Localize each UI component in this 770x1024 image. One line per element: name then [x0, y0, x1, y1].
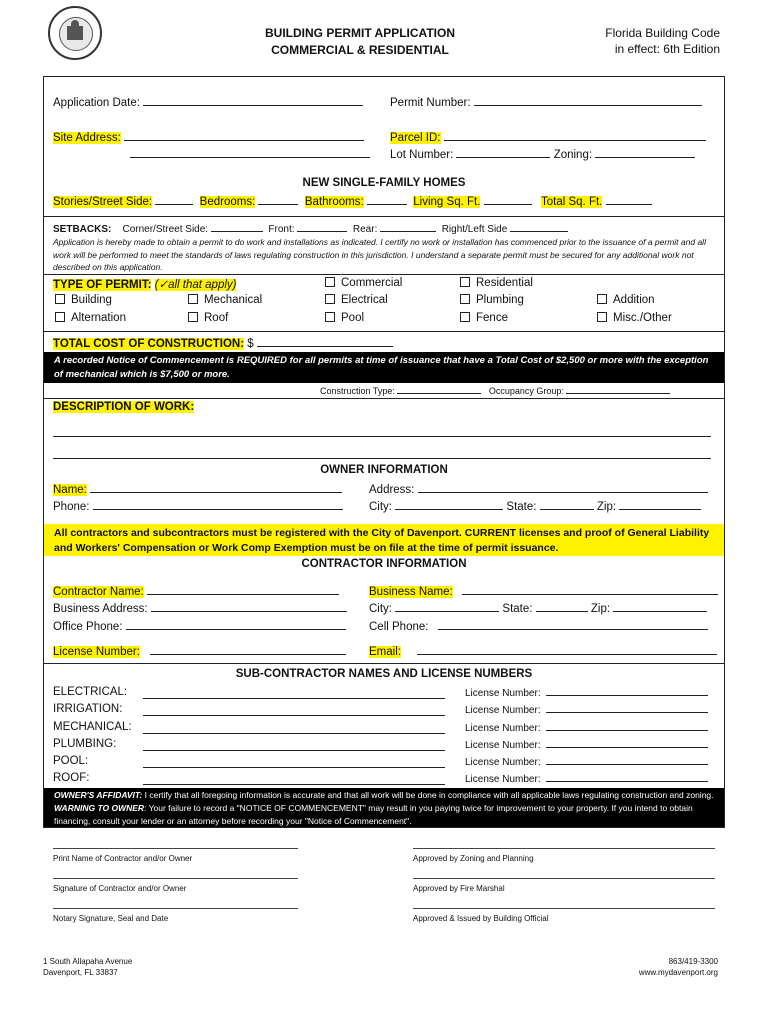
subcontractor-pool: POOL:: [53, 755, 89, 767]
contractor-state-field[interactable]: [536, 601, 588, 612]
cell-phone-row[interactable]: [369, 619, 708, 633]
single-family-heading: NEW SINGLE-FAMILY HOMES: [302, 177, 466, 189]
parcel-id-row[interactable]: [390, 130, 706, 144]
living-sqft-field[interactable]: [484, 194, 532, 205]
checkbox-icon[interactable]: [460, 294, 470, 304]
permit-number-field[interactable]: [474, 95, 702, 106]
checkbox-icon[interactable]: [325, 294, 335, 304]
business-name-row[interactable]: [369, 584, 718, 598]
permit-option-electrical[interactable]: Electrical: [325, 294, 388, 306]
contractor-city-label: City:: [369, 603, 392, 615]
subcontractor-name-field[interactable]: [143, 784, 445, 785]
divider: [43, 216, 725, 217]
building-approval-label: Approved & Issued by Building Official: [413, 914, 549, 923]
checkbox-icon[interactable]: [460, 312, 470, 322]
business-address-row[interactable]: [53, 601, 347, 615]
setbacks-row[interactable]: [53, 221, 568, 235]
lot-number-field[interactable]: [456, 147, 550, 158]
checkbox-icon[interactable]: [460, 277, 470, 287]
code-edition-1: Florida Building Code: [605, 26, 720, 40]
front-label: Front:: [268, 224, 295, 235]
email-row[interactable]: [369, 644, 717, 658]
owner-name-field[interactable]: [90, 482, 342, 493]
description-line-2[interactable]: [53, 458, 711, 459]
subcontractor-irrigation: IRRIGATION:: [53, 703, 123, 715]
total-cost-field[interactable]: [257, 336, 393, 347]
bathrooms-label: Bathrooms:: [304, 196, 364, 208]
owner-zip-label: Zip:: [596, 501, 617, 513]
owners-affidavit: OWNER'S AFFIDAVIT: I certify that all foregoing information is accurate and that all work will be done in compliance with all applicable laws regulating construction and zoning. WARNING TO OWNER: Your failure to record a "NOTICE OF COMMENCEMENT" may result in you paying twice for improvement to your property. If you intend to obtain financing, consult your lender or an attorney before recording your "Notice of Commencement".: [44, 788, 724, 827]
footer-phone: 863/419-3300: [668, 957, 718, 966]
license-number-field[interactable]: [150, 644, 346, 655]
checkbox-icon[interactable]: [325, 277, 335, 287]
email-field[interactable]: [417, 644, 717, 655]
checkbox-icon[interactable]: [597, 312, 607, 322]
business-address-label: Business Address:: [53, 603, 148, 615]
description-label: DESCRIPTION OF WORK:: [53, 401, 195, 413]
owner-phone-field[interactable]: [93, 499, 343, 510]
owner-state-field[interactable]: [540, 499, 594, 510]
contractor-registration-notice: All contractors and subcontractors must be registered with the City of Davenport. CURRENT licenses and proof of General Liability and Workers' Compensation or Work Comp Exemption must be on file at the time of permit issuance.: [44, 524, 724, 556]
owner-address-label: Address:: [369, 484, 415, 496]
site-address-row2[interactable]: [130, 147, 370, 161]
owner-name-row[interactable]: [53, 482, 342, 496]
subcontractor-electrical: ELECTRICAL:: [53, 686, 128, 698]
living-sqft-label: Living Sq. Ft.: [413, 196, 481, 208]
subcontractor-name-field[interactable]: [143, 698, 445, 699]
lot-zoning-row[interactable]: [390, 147, 695, 161]
permit-option-pool[interactable]: Pool: [325, 312, 364, 324]
construction-type-row[interactable]: [320, 385, 670, 396]
stories-label: Stories/Street Side:: [53, 196, 153, 208]
permit-number-row[interactable]: [390, 95, 702, 109]
footer-address-1: 1 South Allapaha Avenue: [43, 957, 133, 966]
owner-zip-field[interactable]: [619, 499, 701, 510]
site-address-row[interactable]: [53, 130, 364, 144]
footer-website[interactable]: www.mydavenport.org: [638, 968, 718, 977]
bedrooms-field[interactable]: [258, 194, 298, 205]
permit-option-building[interactable]: Building: [55, 294, 112, 306]
contractor-heading: CONTRACTOR INFORMATION: [301, 558, 467, 570]
divider: [43, 398, 725, 399]
site-address-field-2[interactable]: [130, 147, 370, 158]
permit-option-commercial[interactable]: Commercial: [325, 277, 402, 289]
subcontractor-roof: ROOF:: [53, 772, 90, 784]
zoning-field[interactable]: [595, 147, 695, 158]
permit-option-alternation[interactable]: Alternation: [55, 312, 126, 324]
checkbox-icon[interactable]: [325, 312, 335, 322]
application-date-row[interactable]: [53, 95, 363, 109]
parcel-id-label: Parcel ID:: [390, 132, 441, 144]
rear-label: Rear:: [352, 224, 378, 235]
checkbox-icon[interactable]: [55, 294, 65, 304]
email-label: Email:: [369, 646, 401, 658]
zoning-approval-label: Approved by Zoning and Planning: [413, 854, 534, 863]
description-line-1[interactable]: [53, 436, 711, 437]
owner-city-label: City:: [369, 501, 392, 513]
subcontractor-name-field[interactable]: [143, 750, 445, 751]
subcontractor-license[interactable]: License Number:: [465, 754, 708, 768]
subcontractor-license[interactable]: License Number:: [465, 685, 708, 699]
owner-address-field[interactable]: [418, 482, 708, 493]
cell-phone-label: Cell Phone:: [369, 621, 429, 633]
approval-line-building[interactable]: [413, 908, 715, 909]
construction-type-label: Construction Type:: [320, 386, 395, 396]
approval-line-zoning[interactable]: [413, 848, 715, 849]
subcontractor-name-field[interactable]: [143, 733, 445, 734]
occupancy-group-label: Occupancy Group:: [488, 386, 564, 396]
right-left-field[interactable]: [510, 221, 568, 232]
permit-option-addition[interactable]: Addition: [597, 294, 655, 306]
front-field[interactable]: [297, 221, 347, 232]
cell-phone-field[interactable]: [438, 619, 708, 630]
permit-number-label: Permit Number:: [390, 97, 471, 109]
right-left-label: Right/Left Side: [441, 224, 508, 235]
form-subtitle: COMMERCIAL & RESIDENTIAL: [271, 43, 449, 57]
application-date-field[interactable]: [143, 95, 363, 106]
total-cost-row[interactable]: [53, 336, 393, 350]
total-sqft-label: Total Sq. Ft.: [541, 196, 603, 208]
site-address-label: Site Address:: [53, 132, 121, 144]
description-heading: [53, 401, 194, 413]
checkbox-icon[interactable]: [55, 312, 65, 322]
notary-label: Notary Signature, Seal and Date: [53, 914, 169, 923]
fire-approval-label: Approved by Fire Marshal: [413, 884, 505, 893]
bathrooms-field[interactable]: [367, 194, 407, 205]
subcontractor-license[interactable]: License Number:: [465, 737, 708, 751]
divider: [43, 663, 725, 664]
bedrooms-label: Bedrooms:: [199, 196, 256, 208]
lot-number-label: Lot Number:: [390, 149, 454, 161]
site-address-field[interactable]: [124, 130, 364, 141]
rear-field[interactable]: [380, 221, 436, 232]
contractor-zip-label: Zip:: [590, 603, 611, 615]
contractor-name-field[interactable]: [147, 584, 339, 595]
business-address-field[interactable]: [151, 601, 347, 612]
permit-type-label: TYPE OF PERMIT:: [53, 279, 152, 291]
subcontractor-license[interactable]: License Number:: [465, 771, 708, 785]
license-number-row[interactable]: [53, 644, 346, 658]
permit-option-mechanical[interactable]: Mechanical: [188, 294, 262, 306]
footer-address-2: Davenport, FL 33837: [43, 968, 118, 977]
single-family-row[interactable]: [53, 194, 652, 208]
owner-name-label: Name:: [53, 484, 87, 496]
currency-symbol: $: [247, 338, 254, 350]
zoning-label: Zoning:: [553, 149, 593, 161]
permit-option-misc[interactable]: Misc./Other: [597, 312, 672, 324]
signature-line-contractor[interactable]: [53, 878, 298, 879]
signature-line-print-name[interactable]: [53, 848, 298, 849]
disclaimer: Application is hereby made to obtain a permit to do work and installations as indicated. I certify no work or installation has commenced prior to the issuance of a permit and all work will be performed to meet the standards of laws regulating construction in this jurisdiction. I understand a separate permit must be secured for any additional work not described on this application.: [53, 237, 706, 272]
parcel-id-field[interactable]: [444, 130, 706, 141]
owner-city-row[interactable]: [369, 499, 701, 513]
owner-city-field[interactable]: [395, 499, 503, 510]
license-number-label: License Number:: [53, 646, 140, 658]
subcontractor-mechanical: MECHANICAL:: [53, 721, 132, 733]
signature-line-notary[interactable]: [53, 908, 298, 909]
code-edition-2: in effect: 6th Edition: [614, 42, 720, 56]
corner-field[interactable]: [211, 221, 263, 232]
owner-phone-label: Phone:: [53, 501, 90, 513]
contractor-name-label: Contractor Name:: [53, 586, 144, 598]
subcontractor-plumbing: PLUMBING:: [53, 738, 117, 750]
checkbox-icon[interactable]: [188, 312, 198, 322]
setbacks-label: SETBACKS:: [53, 224, 112, 235]
permit-option-residential[interactable]: Residential: [460, 277, 533, 289]
city-seal: [48, 6, 102, 60]
owner-address-row[interactable]: [369, 482, 708, 496]
contractor-name-row[interactable]: [53, 584, 339, 598]
print-name-label: Print Name of Contractor and/or Owner: [53, 854, 193, 863]
approval-line-fire[interactable]: [413, 878, 715, 879]
owner-state-label: State:: [506, 501, 537, 513]
occupancy-group-field[interactable]: [566, 385, 670, 394]
permit-type-hint: (✓all that apply): [154, 279, 237, 291]
contractor-zip-field[interactable]: [613, 601, 707, 612]
office-phone-row[interactable]: [53, 619, 346, 633]
permit-type-heading: [53, 277, 236, 291]
contractor-state-label: State:: [502, 603, 533, 615]
owner-heading: OWNER INFORMATION: [320, 464, 448, 476]
notice-of-commencement: A recorded Notice of Commencement is REQUIRED for all permits at time of issuance that have a Total Cost of $2,500 or more with the exception of mechanical which is $7,500 or more.: [44, 352, 724, 383]
subcontractor-name-field[interactable]: [143, 715, 445, 716]
contractor-city-field[interactable]: [395, 601, 499, 612]
stories-field[interactable]: [155, 194, 193, 205]
divider: [43, 274, 725, 275]
corner-label: Corner/Street Side:: [122, 224, 209, 235]
application-date-label: Application Date:: [53, 97, 140, 109]
subcontractor-name-field[interactable]: [143, 767, 445, 768]
total-cost-label: TOTAL COST OF CONSTRUCTION:: [53, 338, 245, 350]
checkbox-icon[interactable]: [188, 294, 198, 304]
checkbox-icon[interactable]: [597, 294, 607, 304]
divider: [43, 331, 725, 332]
permit-option-roof[interactable]: Roof: [188, 312, 228, 324]
office-phone-label: Office Phone:: [53, 621, 123, 633]
signature-label: Signature of Contractor and/or Owner: [53, 884, 187, 893]
business-name-field[interactable]: [462, 584, 718, 595]
business-name-label: Business Name:: [369, 586, 453, 598]
total-sqft-field[interactable]: [606, 194, 652, 205]
permit-option-fence[interactable]: Fence: [460, 312, 508, 324]
construction-type-field[interactable]: [397, 385, 481, 394]
office-phone-field[interactable]: [126, 619, 346, 630]
subcontractor-license[interactable]: License Number:: [465, 702, 708, 716]
subcontractor-license[interactable]: License Number:: [465, 720, 708, 734]
permit-option-plumbing[interactable]: Plumbing: [460, 294, 524, 306]
contractor-city-row[interactable]: [369, 601, 707, 615]
subcontractor-heading: SUB-CONTRACTOR NAMES AND LICENSE NUMBERS: [235, 668, 533, 680]
form-title: BUILDING PERMIT APPLICATION: [265, 26, 455, 40]
owner-phone-row[interactable]: [53, 499, 343, 513]
